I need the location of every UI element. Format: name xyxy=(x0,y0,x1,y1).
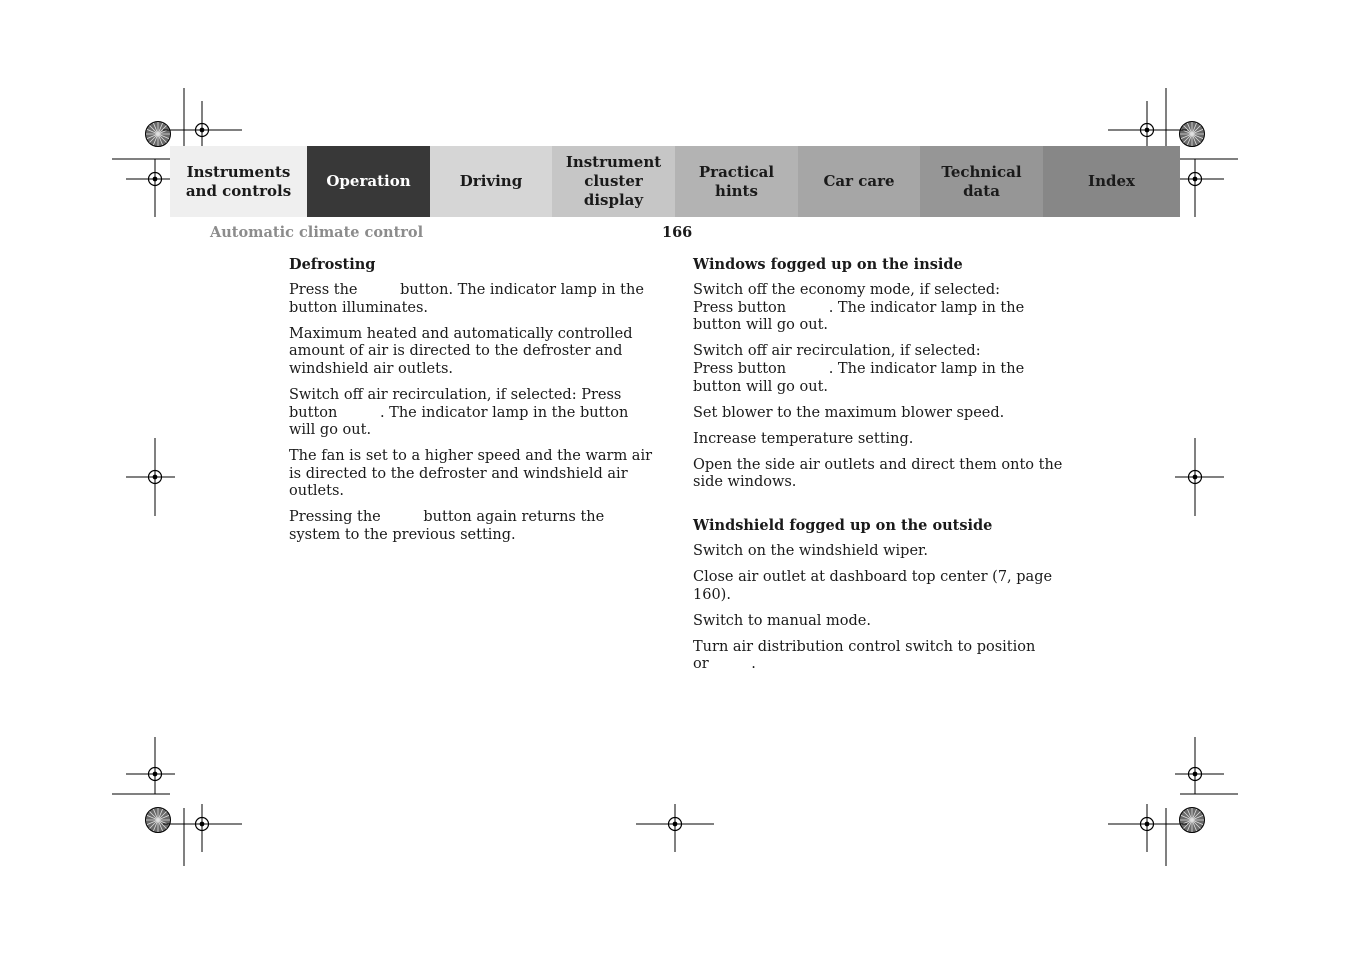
tab-car-care[interactable]: Car care xyxy=(798,146,920,217)
paragraph xyxy=(693,639,1063,674)
text: Switch off air recirculation, if selected: Press button xyxy=(289,386,622,421)
paragraph xyxy=(693,282,1063,335)
tab-driving[interactable]: Driving xyxy=(430,146,552,217)
text: . The indicator lamp in the button will go out. xyxy=(693,360,1025,395)
paragraph: Increase temperature setting. xyxy=(693,430,914,447)
text: button. The indicator lamp in the button illuminates. xyxy=(289,282,644,316)
text: Switch off the economy mode, if selected: xyxy=(693,282,1001,299)
heading-windows-fogged-inside: Windows fogged up on the inside xyxy=(693,256,963,273)
heading-defrosting: Defrosting xyxy=(289,256,376,273)
text: Turn air distribution control switch to position xyxy=(693,638,1036,655)
tab-index[interactable]: Index xyxy=(1043,146,1180,217)
text: or xyxy=(693,656,709,673)
tab-instruments-and-controls[interactable]: Instruments and controls xyxy=(170,146,307,217)
paragraph: Switch to manual mode. xyxy=(693,612,871,629)
tab-practical-hints[interactable]: Practical hints xyxy=(675,146,798,217)
paragraph: Switch on the windshield wiper. xyxy=(693,543,928,560)
text: Switch off air recirculation, if selected: xyxy=(693,343,981,360)
section-gap xyxy=(693,500,1063,517)
tab-instrument-cluster-display[interactable]: Instrument cluster display xyxy=(552,146,675,217)
paragraph xyxy=(693,343,1063,396)
right-column xyxy=(693,256,1063,682)
text: Press the xyxy=(289,282,358,299)
paragraph: Maximum heated and automatically controlled amount of air is directed to the defroster and windshield air outlets. xyxy=(289,325,633,377)
text: . xyxy=(751,656,756,673)
paragraph: The fan is set to a higher speed and the warm air is directed to the defroster and windshield air outlets. xyxy=(289,448,653,500)
text: . The indicator lamp in the button will go out. xyxy=(289,404,629,439)
text: Press button xyxy=(693,299,787,316)
tab-technical-data[interactable]: Technical data xyxy=(920,146,1043,217)
paragraph: Set blower to the maximum blower speed. xyxy=(693,404,1005,421)
section-title: Automatic climate control xyxy=(210,224,424,241)
text: Press button xyxy=(693,360,787,377)
text: . The indicator lamp in the button will go out. xyxy=(693,299,1025,334)
paragraph xyxy=(289,387,659,440)
heading-windshield-fogged-outside: Windshield fogged up on the outside xyxy=(693,517,993,535)
paragraph xyxy=(289,282,659,317)
paragraph xyxy=(289,509,659,544)
text: Pressing the xyxy=(289,509,381,526)
paragraph: Close air outlet at dashboard top center (7, page 160). xyxy=(693,569,1053,603)
text: button again returns the system to the previous setting. xyxy=(289,509,605,543)
tab-operation[interactable]: Operation xyxy=(307,146,430,217)
left-column xyxy=(289,256,659,553)
chapter-tab-bar xyxy=(170,146,1180,217)
paragraph: Open the side air outlets and direct them onto the side windows. xyxy=(693,456,1063,491)
page-number: 166 xyxy=(662,224,693,241)
